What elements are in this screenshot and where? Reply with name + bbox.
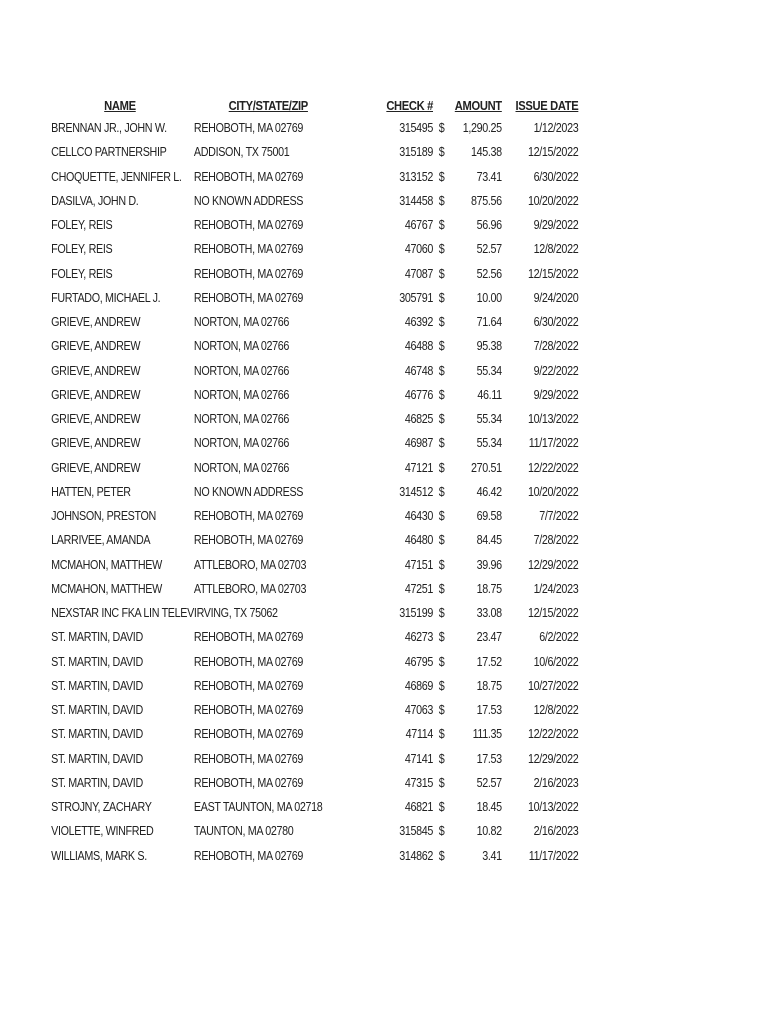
cell-issue-date: 9/29/2022 [533,218,579,233]
cell-check-number: 46821 [404,800,433,815]
cell-city-state-zip: REHOBOTH, MA 02769 [193,218,304,233]
cell-city-state-zip: REHOBOTH, MA 02769 [193,775,304,790]
cell-check-number: 46392 [404,315,433,330]
cell-name: STROJNY, ZACHARY [51,800,152,815]
table-row [46,407,578,431]
table-row [46,237,578,261]
cell-city-state-zip: EAST TAUNTON, MA 02718 [193,800,323,815]
cell-currency-symbol: $ [438,775,445,790]
cell-amount: 84.45 [476,533,502,548]
cell-city-state-zip: ATTLEBORO, MA 02703 [193,557,307,572]
cell-name: BRENNAN JR., JOHN W. [51,121,167,136]
cell-issue-date: 1/12/2023 [533,121,579,136]
cell-city-state-zip: REHOBOTH, MA 02769 [193,678,304,693]
cell-currency-symbol: $ [438,145,445,160]
cell-check-number: 315845 [399,824,433,839]
cell-issue-date: 10/27/2022 [527,678,579,693]
cell-city-state-zip: ADDISON, TX 75001 [193,145,290,160]
cell-issue-date: 11/17/2022 [528,848,579,863]
cell-name: FOLEY, REIS [51,218,113,233]
unclaimed-checks-table [46,94,578,868]
table-body [46,116,578,868]
cell-name: MCMAHON, MATTHEW [51,557,162,572]
cell-name: WILLIAMS, MARK S. [51,848,147,863]
cell-check-number: 46748 [404,363,433,378]
cell-city-state-zip: IRVING, TX 75062 [193,606,278,621]
cell-currency-symbol: $ [438,654,445,669]
cell-issue-date: 9/24/2020 [533,290,579,305]
cell-name: GRIEVE, ANDREW [51,363,141,378]
cell-currency-symbol: $ [438,606,445,621]
table-row [46,844,578,868]
cell-city-state-zip: NORTON, MA 02766 [193,412,290,427]
cell-currency-symbol: $ [438,169,445,184]
cell-check-number: 47060 [404,242,433,257]
cell-city-state-zip: REHOBOTH, MA 02769 [193,751,304,766]
cell-amount: 18.75 [476,678,502,693]
cell-issue-date: 12/15/2022 [527,266,579,281]
cell-check-number: 47063 [404,703,433,718]
table-row [46,310,578,334]
cell-name: GRIEVE, ANDREW [51,387,141,402]
cell-check-number: 313152 [399,169,433,184]
cell-city-state-zip: REHOBOTH, MA 02769 [193,727,304,742]
cell-amount: 18.45 [476,800,502,815]
cell-issue-date: 10/20/2022 [527,484,579,499]
cell-city-state-zip: NORTON, MA 02766 [193,460,290,475]
cell-amount: 56.96 [476,218,502,233]
cell-currency-symbol: $ [438,727,445,742]
table-row [46,601,578,625]
table-row [46,528,578,552]
cell-city-state-zip: NORTON, MA 02766 [193,436,290,451]
cell-currency-symbol: $ [438,848,445,863]
cell-issue-date: 6/30/2022 [533,315,579,330]
cell-name: ST. MARTIN, DAVID [51,630,143,645]
table-row [46,819,578,843]
cell-issue-date: 9/22/2022 [533,363,579,378]
cell-name: GRIEVE, ANDREW [51,460,141,475]
cell-city-state-zip: REHOBOTH, MA 02769 [193,266,304,281]
cell-name: ST. MARTIN, DAVID [51,678,143,693]
cell-check-number: 46825 [404,412,433,427]
cell-amount: 73.41 [476,169,502,184]
cell-city-state-zip: REHOBOTH, MA 02769 [193,509,304,524]
cell-issue-date: 11/17/2022 [528,436,579,451]
cell-name: FURTADO, MICHAEL J. [51,290,161,305]
cell-check-number: 47151 [404,557,433,572]
cell-issue-date: 7/7/2022 [539,509,579,524]
cell-amount: 55.34 [476,436,502,451]
cell-issue-date: 12/8/2022 [533,242,579,257]
cell-amount: 71.64 [476,315,502,330]
cell-check-number: 315199 [399,606,433,621]
cell-city-state-zip: NO KNOWN ADDRESS [193,193,304,208]
cell-city-state-zip: NO KNOWN ADDRESS [193,484,304,499]
cell-check-number: 314862 [399,848,433,863]
cell-amount: 17.53 [476,751,502,766]
cell-currency-symbol: $ [438,557,445,572]
cell-currency-symbol: $ [438,533,445,548]
cell-name: DASILVA, JOHN D. [51,193,139,208]
cell-city-state-zip: NORTON, MA 02766 [193,339,290,354]
cell-amount: 875.56 [470,193,502,208]
cell-name: GRIEVE, ANDREW [51,339,141,354]
cell-currency-symbol: $ [438,751,445,766]
table-row [46,116,578,140]
cell-check-number: 305791 [399,290,433,305]
cell-issue-date: 10/13/2022 [527,412,579,427]
table-row [46,553,578,577]
cell-issue-date: 2/16/2023 [533,775,579,790]
cell-city-state-zip: TAUNTON, MA 02780 [193,824,294,839]
cell-check-number: 315189 [399,145,433,160]
cell-amount: 1,290.25 [462,121,502,136]
cell-check-number: 46795 [404,654,433,669]
cell-issue-date: 12/29/2022 [527,751,579,766]
cell-currency-symbol: $ [438,460,445,475]
cell-issue-date: 10/6/2022 [533,654,579,669]
cell-check-number: 46480 [404,533,433,548]
cell-amount: 55.34 [476,412,502,427]
cell-city-state-zip: NORTON, MA 02766 [193,315,290,330]
column-header-check: CHECK # [386,97,433,113]
column-header-date: ISSUE DATE [515,97,579,113]
cell-amount: 46.11 [477,387,502,402]
cell-currency-symbol: $ [438,412,445,427]
column-header-name: NAME [104,97,136,113]
cell-city-state-zip: NORTON, MA 02766 [193,363,290,378]
table-row [46,165,578,189]
cell-amount: 10.00 [476,290,502,305]
table-row [46,504,578,528]
cell-amount: 18.75 [476,581,502,596]
table-row [46,140,578,164]
cell-name: FOLEY, REIS [51,242,113,257]
cell-city-state-zip: REHOBOTH, MA 02769 [193,242,304,257]
cell-city-state-zip: REHOBOTH, MA 02769 [193,290,304,305]
cell-name: GRIEVE, ANDREW [51,315,141,330]
cell-name: VIOLETTE, WINFRED [51,824,154,839]
cell-currency-symbol: $ [438,678,445,693]
table-row [46,771,578,795]
cell-name: ST. MARTIN, DAVID [51,727,143,742]
cell-issue-date: 10/20/2022 [527,193,579,208]
cell-currency-symbol: $ [438,436,445,451]
cell-issue-date: 12/29/2022 [527,557,579,572]
cell-amount: 69.58 [476,509,502,524]
cell-amount: 111.35 [472,727,502,742]
header-row [46,94,578,116]
table-row [46,674,578,698]
cell-amount: 95.38 [476,339,502,354]
cell-currency-symbol: $ [438,363,445,378]
cell-city-state-zip: REHOBOTH, MA 02769 [193,169,304,184]
cell-currency-symbol: $ [438,703,445,718]
cell-name: ST. MARTIN, DAVID [51,751,143,766]
cell-issue-date: 7/28/2022 [533,533,579,548]
cell-city-state-zip: NORTON, MA 02766 [193,387,290,402]
cell-issue-date: 1/24/2023 [533,581,579,596]
cell-amount: 3.41 [482,848,502,863]
table-row [46,189,578,213]
table-row [46,722,578,746]
cell-issue-date: 12/22/2022 [527,460,579,475]
cell-currency-symbol: $ [438,800,445,815]
cell-name: ST. MARTIN, DAVID [51,775,143,790]
cell-name: ST. MARTIN, DAVID [51,654,143,669]
cell-name: LARRIVEE, AMANDA [51,533,151,548]
cell-issue-date: 6/2/2022 [539,630,579,645]
cell-amount: 145.38 [470,145,502,160]
table-row [46,650,578,674]
cell-amount: 23.47 [476,630,502,645]
cell-check-number: 46488 [404,339,433,354]
cell-name: CHOQUETTE, JENNIFER L. [51,169,182,184]
cell-name: GRIEVE, ANDREW [51,436,141,451]
column-header-amount: AMOUNT [454,97,502,113]
cell-check-number: 314512 [399,484,433,499]
cell-currency-symbol: $ [438,218,445,233]
cell-check-number: 46987 [404,436,433,451]
table-row [46,625,578,649]
cell-city-state-zip: REHOBOTH, MA 02769 [193,630,304,645]
cell-name: NEXSTAR INC FKA LIN TELEV [51,606,194,621]
cell-issue-date: 12/15/2022 [527,606,579,621]
cell-currency-symbol: $ [438,242,445,257]
table-row [46,456,578,480]
cell-amount: 52.56 [476,266,502,281]
cell-currency-symbol: $ [438,193,445,208]
cell-city-state-zip: REHOBOTH, MA 02769 [193,703,304,718]
cell-check-number: 46869 [404,678,433,693]
cell-amount: 17.52 [476,654,502,669]
cell-check-number: 47315 [404,775,433,790]
cell-amount: 39.96 [476,557,502,572]
cell-amount: 46.42 [476,484,502,499]
cell-amount: 17.53 [476,703,502,718]
table-row [46,213,578,237]
table-row [46,359,578,383]
cell-city-state-zip: REHOBOTH, MA 02769 [193,121,304,136]
cell-currency-symbol: $ [438,484,445,499]
cell-name: CELLCO PARTNERSHIP [51,145,167,160]
cell-name: GRIEVE, ANDREW [51,412,141,427]
cell-name: ST. MARTIN, DAVID [51,703,143,718]
cell-name: JOHNSON, PRESTON [51,509,156,524]
cell-amount: 52.57 [476,775,502,790]
table-row [46,262,578,286]
cell-check-number: 46776 [404,387,433,402]
cell-amount: 270.51 [470,460,502,475]
cell-check-number: 314458 [399,193,433,208]
cell-amount: 52.57 [476,242,502,257]
table-row [46,698,578,722]
cell-issue-date: 12/8/2022 [533,703,579,718]
table-row [46,747,578,771]
table-row [46,795,578,819]
cell-check-number: 315495 [399,121,433,136]
cell-amount: 10.82 [476,824,502,839]
cell-currency-symbol: $ [438,824,445,839]
cell-check-number: 47087 [404,266,433,281]
cell-check-number: 46273 [404,630,433,645]
cell-amount: 33.08 [476,606,502,621]
cell-issue-date: 6/30/2022 [533,169,579,184]
cell-currency-symbol: $ [438,339,445,354]
cell-currency-symbol: $ [438,387,445,402]
column-header-city: CITY/STATE/ZIP [228,97,308,113]
cell-name: HATTEN, PETER [51,484,131,499]
cell-issue-date: 7/28/2022 [533,339,579,354]
cell-currency-symbol: $ [438,266,445,281]
cell-issue-date: 12/15/2022 [527,145,579,160]
table-row [46,286,578,310]
cell-check-number: 47141 [404,751,433,766]
cell-check-number: 46430 [404,509,433,524]
cell-currency-symbol: $ [438,630,445,645]
cell-name: MCMAHON, MATTHEW [51,581,162,596]
cell-currency-symbol: $ [438,509,445,524]
cell-check-number: 47114 [405,727,433,742]
cell-issue-date: 10/13/2022 [527,800,579,815]
cell-currency-symbol: $ [438,290,445,305]
cell-currency-symbol: $ [438,315,445,330]
cell-city-state-zip: REHOBOTH, MA 02769 [193,533,304,548]
cell-issue-date: 12/22/2022 [527,727,579,742]
table-row [46,334,578,358]
table-row [46,480,578,504]
table-row [46,383,578,407]
cell-city-state-zip: REHOBOTH, MA 02769 [193,848,304,863]
cell-currency-symbol: $ [438,121,445,136]
cell-name: FOLEY, REIS [51,266,113,281]
cell-currency-symbol: $ [438,581,445,596]
cell-issue-date: 9/29/2022 [533,387,579,402]
cell-issue-date: 2/16/2023 [533,824,579,839]
cell-city-state-zip: REHOBOTH, MA 02769 [193,654,304,669]
cell-check-number: 47251 [404,581,433,596]
cell-check-number: 46767 [404,218,433,233]
table-row [46,577,578,601]
cell-city-state-zip: ATTLEBORO, MA 02703 [193,581,307,596]
cell-check-number: 47121 [404,460,433,475]
cell-amount: 55.34 [476,363,502,378]
table-row [46,431,578,455]
